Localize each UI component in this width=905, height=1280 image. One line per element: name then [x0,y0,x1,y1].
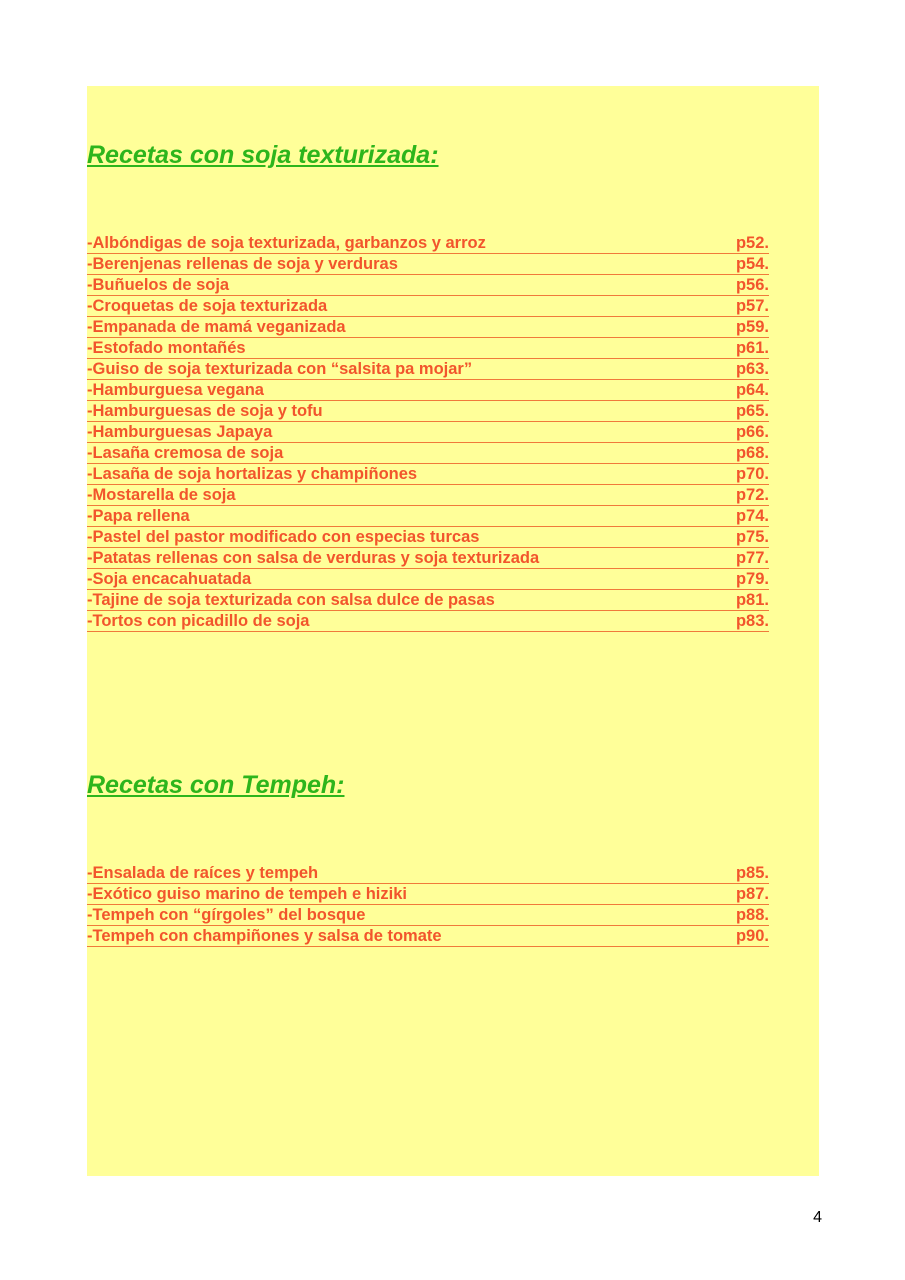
toc-entry-title: -Hamburguesa vegana [87,381,264,399]
toc-entry-title: -Lasaña cremosa de soja [87,444,284,462]
toc-entry-page: p59. [735,318,769,336]
toc-entry-title: -Hamburguesas Japaya [87,423,273,441]
toc-entry[interactable] [87,254,769,275]
toc-entry[interactable] [87,422,769,443]
toc-entry[interactable] [87,233,769,254]
toc-entry-page: p83. [735,612,769,630]
toc-entry[interactable] [87,380,769,401]
toc-entry-page: p61. [735,339,769,357]
toc-entry[interactable] [87,884,769,905]
toc-entry-title: -Exótico guiso marino de tempeh e hiziki [87,885,407,903]
toc-entry[interactable] [87,863,769,884]
toc-entry-title: -Croquetas de soja texturizada [87,297,328,315]
toc-entry-page: p54. [735,255,769,273]
toc-entry-page: p87. [735,885,769,903]
toc-entry[interactable] [87,506,769,527]
toc-entry-page: p57. [735,297,769,315]
toc-entry[interactable] [87,548,769,569]
page-number: 4 [813,1209,822,1226]
toc-entry[interactable] [87,317,769,338]
toc-entry-page: p77. [735,549,769,567]
toc-entry-page: p81. [735,591,769,609]
section-heading-soja: Recetas con soja texturizada: [87,141,439,169]
toc-list-tempeh [87,863,769,947]
toc-entry-title: -Tempeh con champiñones y salsa de tomate [87,927,442,945]
toc-entry-page: p68. [735,444,769,462]
toc-entry[interactable] [87,527,769,548]
toc-entry[interactable] [87,485,769,506]
toc-entry-title: -Lasaña de soja hortalizas y champiñones [87,465,418,483]
section-heading-tempeh: Recetas con Tempeh: [87,771,345,799]
toc-entry-title: -Patatas rellenas con salsa de verduras y soja texturizada [87,549,540,567]
toc-entry-page: p72. [735,486,769,504]
toc-entry-page: p65. [735,402,769,420]
toc-entry-title: -Albóndigas de soja texturizada, garbanzos y arroz [87,234,486,252]
toc-entry-page: p63. [735,360,769,378]
toc-entry[interactable] [87,401,769,422]
toc-list-soja [87,233,769,632]
toc-entry-title: -Papa rellena [87,507,190,525]
toc-entry-page: p52. [735,234,769,252]
toc-entry[interactable] [87,611,769,632]
toc-entry-page: p56. [735,276,769,294]
toc-entry-title: -Empanada de mamá veganizada [87,318,346,336]
toc-entry[interactable] [87,296,769,317]
toc-entry-title: -Ensalada de raíces y tempeh [87,864,319,882]
toc-entry-page: p85. [735,864,769,882]
toc-entry-title: -Berenjenas rellenas de soja y verduras [87,255,398,273]
toc-entry[interactable] [87,359,769,380]
toc-entry[interactable] [87,569,769,590]
toc-entry-page: p74. [735,507,769,525]
toc-entry-title: -Guiso de soja texturizada con “salsita pa mojar” [87,360,473,378]
toc-entry[interactable] [87,464,769,485]
toc-entry[interactable] [87,275,769,296]
toc-entry-title: -Hamburguesas de soja y tofu [87,402,323,420]
toc-entry-page: p64. [735,381,769,399]
toc-entry-page: p75. [735,528,769,546]
toc-entry[interactable] [87,905,769,926]
toc-entry-title: -Soja encacahuatada [87,570,252,588]
toc-entry-title: -Tempeh con “gírgoles” del bosque [87,906,366,924]
toc-entry[interactable] [87,443,769,464]
toc-entry-title: -Tajine de soja texturizada con salsa dulce de pasas [87,591,495,609]
toc-entry-page: p79. [735,570,769,588]
toc-entry[interactable] [87,338,769,359]
toc-entry-title: -Mostarella de soja [87,486,236,504]
toc-entry-page: p88. [735,906,769,924]
toc-entry[interactable] [87,926,769,947]
toc-entry-page: p90. [735,927,769,945]
toc-entry[interactable] [87,590,769,611]
toc-entry-title: -Buñuelos de soja [87,276,230,294]
toc-entry-title: -Estofado montañés [87,339,246,357]
toc-entry-page: p70. [735,465,769,483]
toc-entry-title: -Tortos con picadillo de soja [87,612,310,630]
toc-entry-page: p66. [735,423,769,441]
toc-entry-title: -Pastel del pastor modificado con especias turcas [87,528,480,546]
